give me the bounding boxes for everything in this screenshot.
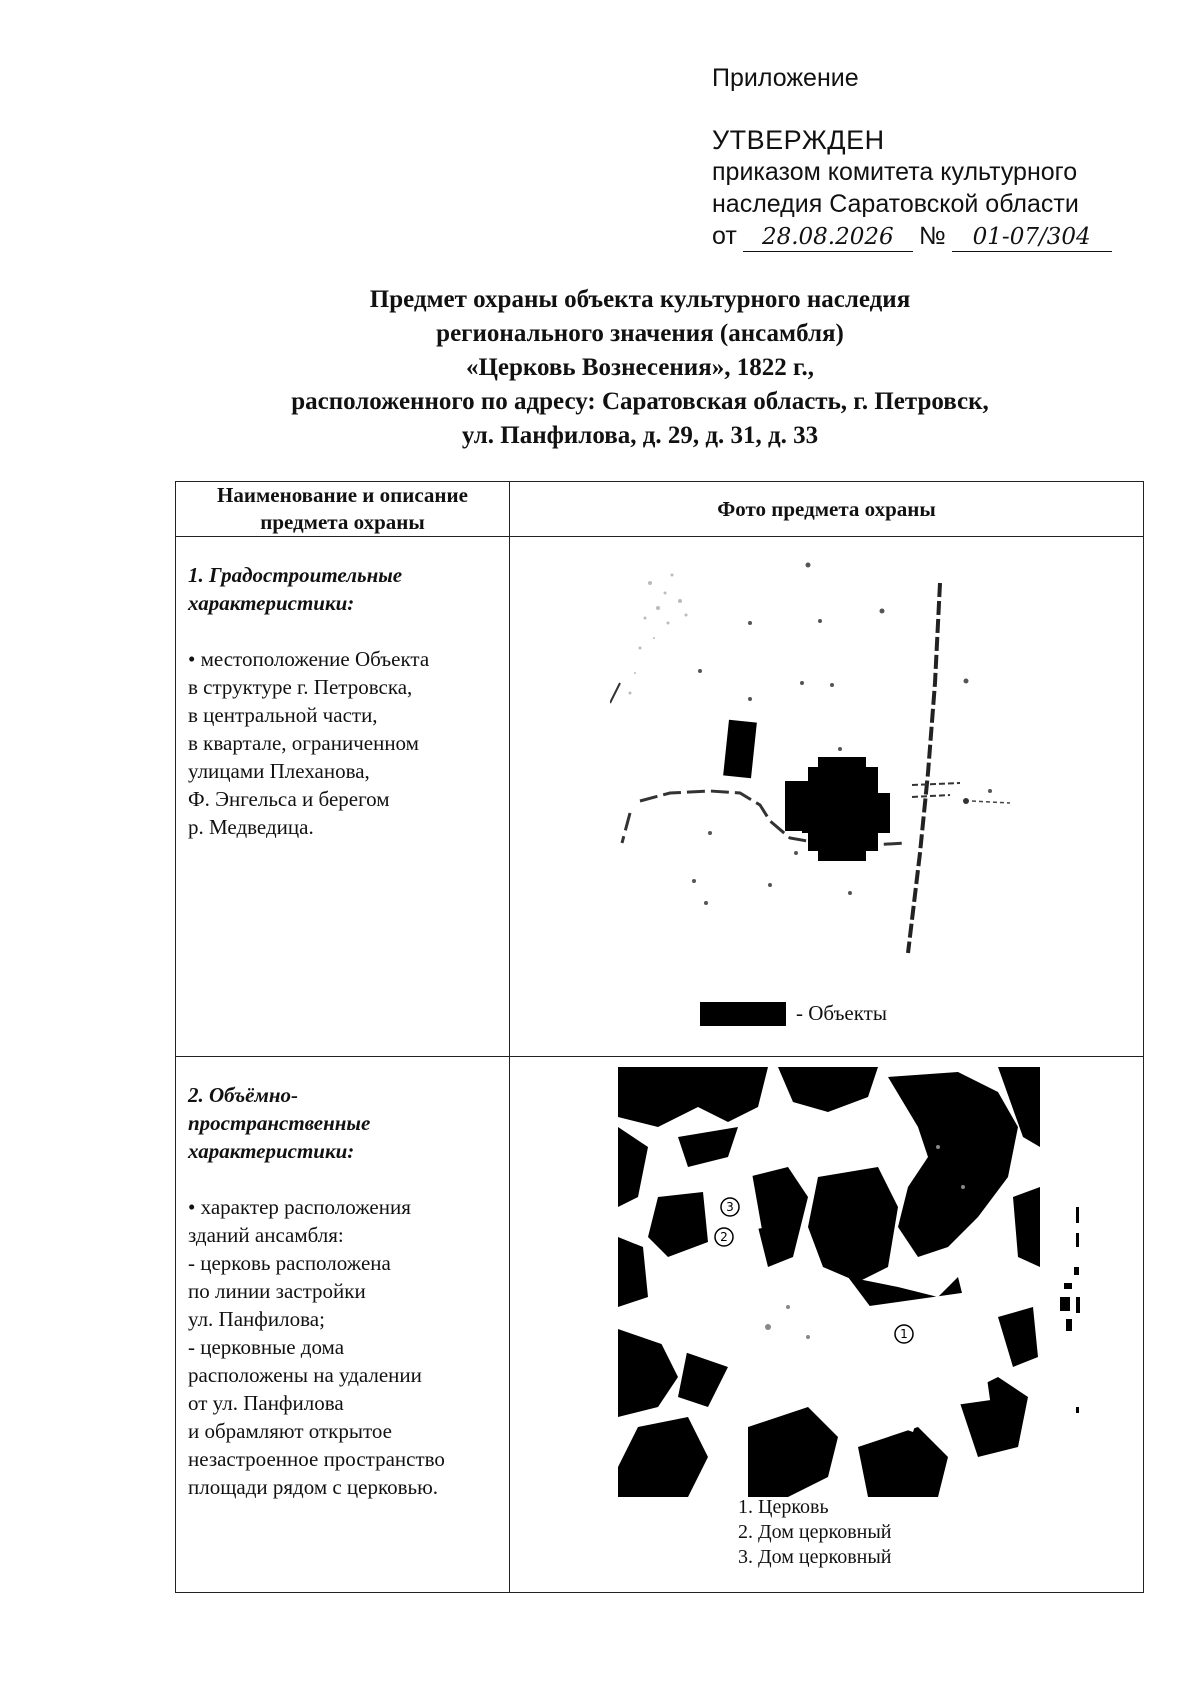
- map-speckle: [629, 574, 688, 695]
- text-line: ул. Панфилова;: [188, 1307, 325, 1331]
- site-plan-cell: [510, 537, 1144, 1057]
- text-line: незастроенное пространство: [188, 1447, 445, 1471]
- text-line: - церковные дома: [188, 1335, 345, 1359]
- table-header-row: [176, 482, 1144, 537]
- text-line: • характер расположения: [188, 1195, 411, 1219]
- object-church: [785, 757, 890, 861]
- text-line: • местоположение Объекта: [188, 647, 430, 671]
- urban-characteristics-title: [188, 561, 499, 617]
- title-part: характеристики:: [188, 1139, 355, 1163]
- marker-label-2: 2: [720, 1230, 728, 1244]
- legend-swatch: [700, 1002, 786, 1026]
- title-line-3: «Церковь Вознесения», 1822 г.,: [465, 354, 814, 381]
- title-line-5: ул. Панфилова, д. 29, д. 31, д. 33: [461, 422, 819, 449]
- margin-marks: [1050, 1207, 1090, 1427]
- order-date: 28.08.2026: [743, 223, 913, 252]
- aerial-photo: [618, 1067, 1040, 1497]
- legend-item: 1. Церковь: [738, 1496, 829, 1518]
- urban-characteristics-cell: [176, 537, 510, 1057]
- text-line: Ф. Энгельса и берегом: [188, 787, 390, 811]
- approval-block: [712, 62, 1132, 252]
- order-number: 01-07/304: [952, 223, 1112, 252]
- legend-item: 2. Дом церковный: [738, 1521, 892, 1543]
- legend-label: - Объекты: [796, 1001, 887, 1025]
- appendix-label: Приложение: [712, 64, 859, 92]
- text-line: зданий ансамбля:: [188, 1223, 344, 1247]
- number-label: №: [918, 222, 946, 250]
- text-line: расположены на удалении: [188, 1363, 422, 1387]
- header-photo: Фото предмета охраны: [510, 482, 1144, 537]
- title-line-2: регионального значения (ансамбля): [436, 320, 844, 347]
- object-church-house: [723, 720, 757, 779]
- order-line-1: приказом комитета культурного: [712, 158, 1078, 186]
- from-label: от: [712, 222, 737, 250]
- site-plan-legend: [700, 1001, 887, 1026]
- text-line: площади рядом с церковью.: [188, 1475, 439, 1499]
- title-line-1: Предмет охраны объекта культурного наследия: [369, 286, 911, 313]
- text-line: в квартале, ограниченном: [188, 731, 419, 755]
- marker-label-1: 1: [900, 1327, 908, 1341]
- order-date-number-line: [712, 220, 1132, 252]
- header-description-line-1: Наименование и описание: [217, 483, 468, 507]
- table-row: [176, 1057, 1144, 1593]
- marker-label-3: 3: [726, 1200, 734, 1214]
- spatial-characteristics-title: [188, 1081, 499, 1165]
- spatial-characteristics-cell: [176, 1057, 510, 1593]
- title-part: пространственные: [188, 1111, 371, 1135]
- aerial-photo-cell: [510, 1057, 1144, 1593]
- approved-label: УТВЕРЖДЕН: [712, 125, 885, 155]
- text-line: - церковь расположена: [188, 1251, 391, 1275]
- text-line: по линии застройки: [188, 1279, 366, 1303]
- order-line-2: наследия Саратовской области: [712, 190, 1079, 218]
- text-line: в структуре г. Петровска,: [188, 675, 413, 699]
- protection-subject-table: [175, 481, 1144, 1593]
- text-line: р. Медведица.: [188, 815, 314, 839]
- aerial-photo-legend: [738, 1495, 892, 1570]
- aerial-photo-image: [618, 1067, 1040, 1497]
- title-part: 2. Объёмно-: [188, 1083, 299, 1107]
- site-plan-map: [610, 553, 1060, 973]
- title-part: 1. Градостроительные: [188, 563, 403, 587]
- header-description: [176, 482, 510, 537]
- text-line: в центральной части,: [188, 703, 378, 727]
- urban-characteristics-text: [188, 645, 499, 841]
- site-plan-drawing: [610, 553, 1060, 973]
- table-row: [176, 537, 1144, 1057]
- title-part: характеристики:: [188, 591, 355, 615]
- title-line-4: расположенного по адресу: Саратовская область, г. Петровск,: [291, 388, 989, 415]
- document-title: [160, 283, 1120, 453]
- legend-item: 3. Дом церковный: [738, 1546, 892, 1568]
- spatial-characteristics-text: [188, 1193, 499, 1501]
- text-line: и обрамляют открытое: [188, 1419, 392, 1443]
- header-description-line-2: предмета охраны: [260, 510, 425, 534]
- text-line: улицами Плеханова,: [188, 759, 370, 783]
- text-line: от ул. Панфилова: [188, 1391, 344, 1415]
